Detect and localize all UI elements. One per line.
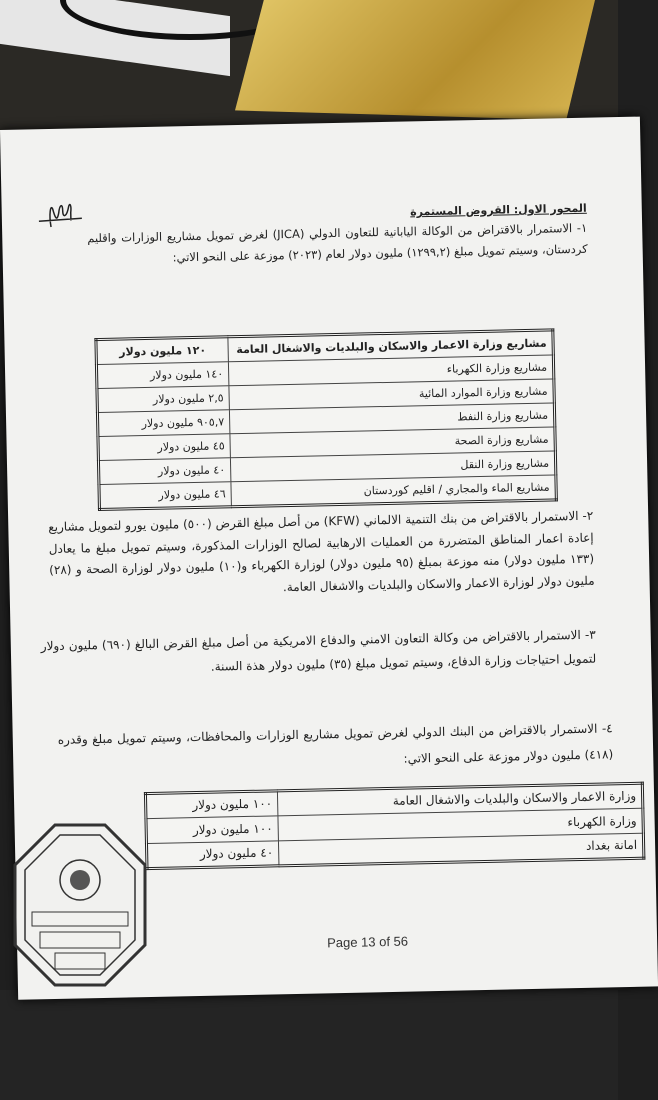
- row-value: ١٢٠ مليون دولار: [96, 337, 228, 365]
- row-value: ١٤٠ مليون دولار: [96, 362, 228, 389]
- row-label: مشاريع وزارة الكهرباء: [228, 355, 553, 386]
- jica-table: [94, 328, 558, 511]
- row-value: ٤٦ مليون دولار: [99, 482, 231, 510]
- row-label: امانة بغداد: [278, 833, 643, 866]
- paragraph-3: ٣- الاستمرار بالاقتراض من وكالة التعاون الامني والدفاع الامريكية من أصل مبلغ القرض البالغ (٦٩٠) مليون دولار لتمويل احتياجات وزارة الدفاع، وسيتم تمويل مبلغ (٣٥) مليون دولار هذة السنة.: [40, 627, 597, 674]
- desk-surface: [0, 990, 618, 1100]
- row-label: مشاريع وزارة الموارد المائية: [229, 379, 554, 410]
- paragraph-1: ١- الاستمرار بالاقتراض من الوكالة اليابانية للتعاون الدولي (JICA) لغرض تمويل مشاريع الوزارات واقليم كردستان، وسيتم تمويل مبلغ (١٢٩٩,٢) مليون دولار لعام (٢٠٢٣) موزعة على النحو الاتي:: [87, 220, 588, 265]
- row-value: ٩٠٥,٧ مليون دولار: [97, 410, 229, 437]
- row-value: ٤٥ مليون دولار: [98, 434, 230, 461]
- row-label: مشاريع وزارة الاعمار والاسكان والبلديات والاشغال العامة: [228, 330, 553, 362]
- row-label: وزارة الاعمار والاسكان والبلديات والاشغال العامة: [277, 783, 642, 816]
- official-stamp-icon: [10, 820, 150, 990]
- row-value: ١٠٠ مليون دولار: [145, 791, 277, 819]
- page-number: Page 13 of 56: [326, 933, 409, 951]
- row-label: مشاريع الماء والمجاري / اقليم كوردستان: [231, 475, 556, 507]
- signature-icon: [36, 198, 87, 229]
- row-label: مشاريع وزارة النقل: [230, 451, 555, 482]
- row-label: مشاريع وزارة الصحة: [230, 427, 555, 458]
- gold-object: [235, 0, 595, 120]
- row-label: وزارة الكهرباء: [278, 808, 643, 841]
- paragraph-4: ٤- الاستمرار بالاقتراض من البنك الدولي لغرض تمويل مشاريع الوزارات والمحافظات، وسيتم تمويل مبلغ وقدره (٤١٨) مليون دولار موزعة على النحو الاتي:: [57, 721, 614, 766]
- paragraph-2: ٢- الاستمرار بالاقتراض من بنك التنمية الالماني (KFW) من أصل مبلغ القرض (٥٠٠) مليون يورو لتمويل مشاريع إعادة اعمار المناطق المتضررة من العمليات الارهابية لصالح الوزارات المذكورة، وسيتم تمويل مبلغ ما يعادل (١٣٣ مليون دولار) منه موزعة بمبلغ (٩٥ مليون دولار) لوزارة الكهرباء و(١٠) مليون دولار لوزارة الصحة و (٢٨) مليون دولار لوزارة الاعمار والاسكان والبلديات والاشغال العامة.: [48, 508, 595, 594]
- row-value: ٤٠ مليون دولار: [98, 458, 230, 485]
- row-label: مشاريع وزارة النفط: [229, 403, 554, 434]
- world-bank-table: [144, 782, 646, 870]
- row-value: ١٠٠ مليون دولار: [146, 816, 278, 844]
- section-heading: المحور الاول: القروض المستمرة: [410, 201, 587, 219]
- row-value: ٢,٥ مليون دولار: [97, 386, 229, 413]
- row-value: ٤٠ مليون دولار: [146, 841, 278, 869]
